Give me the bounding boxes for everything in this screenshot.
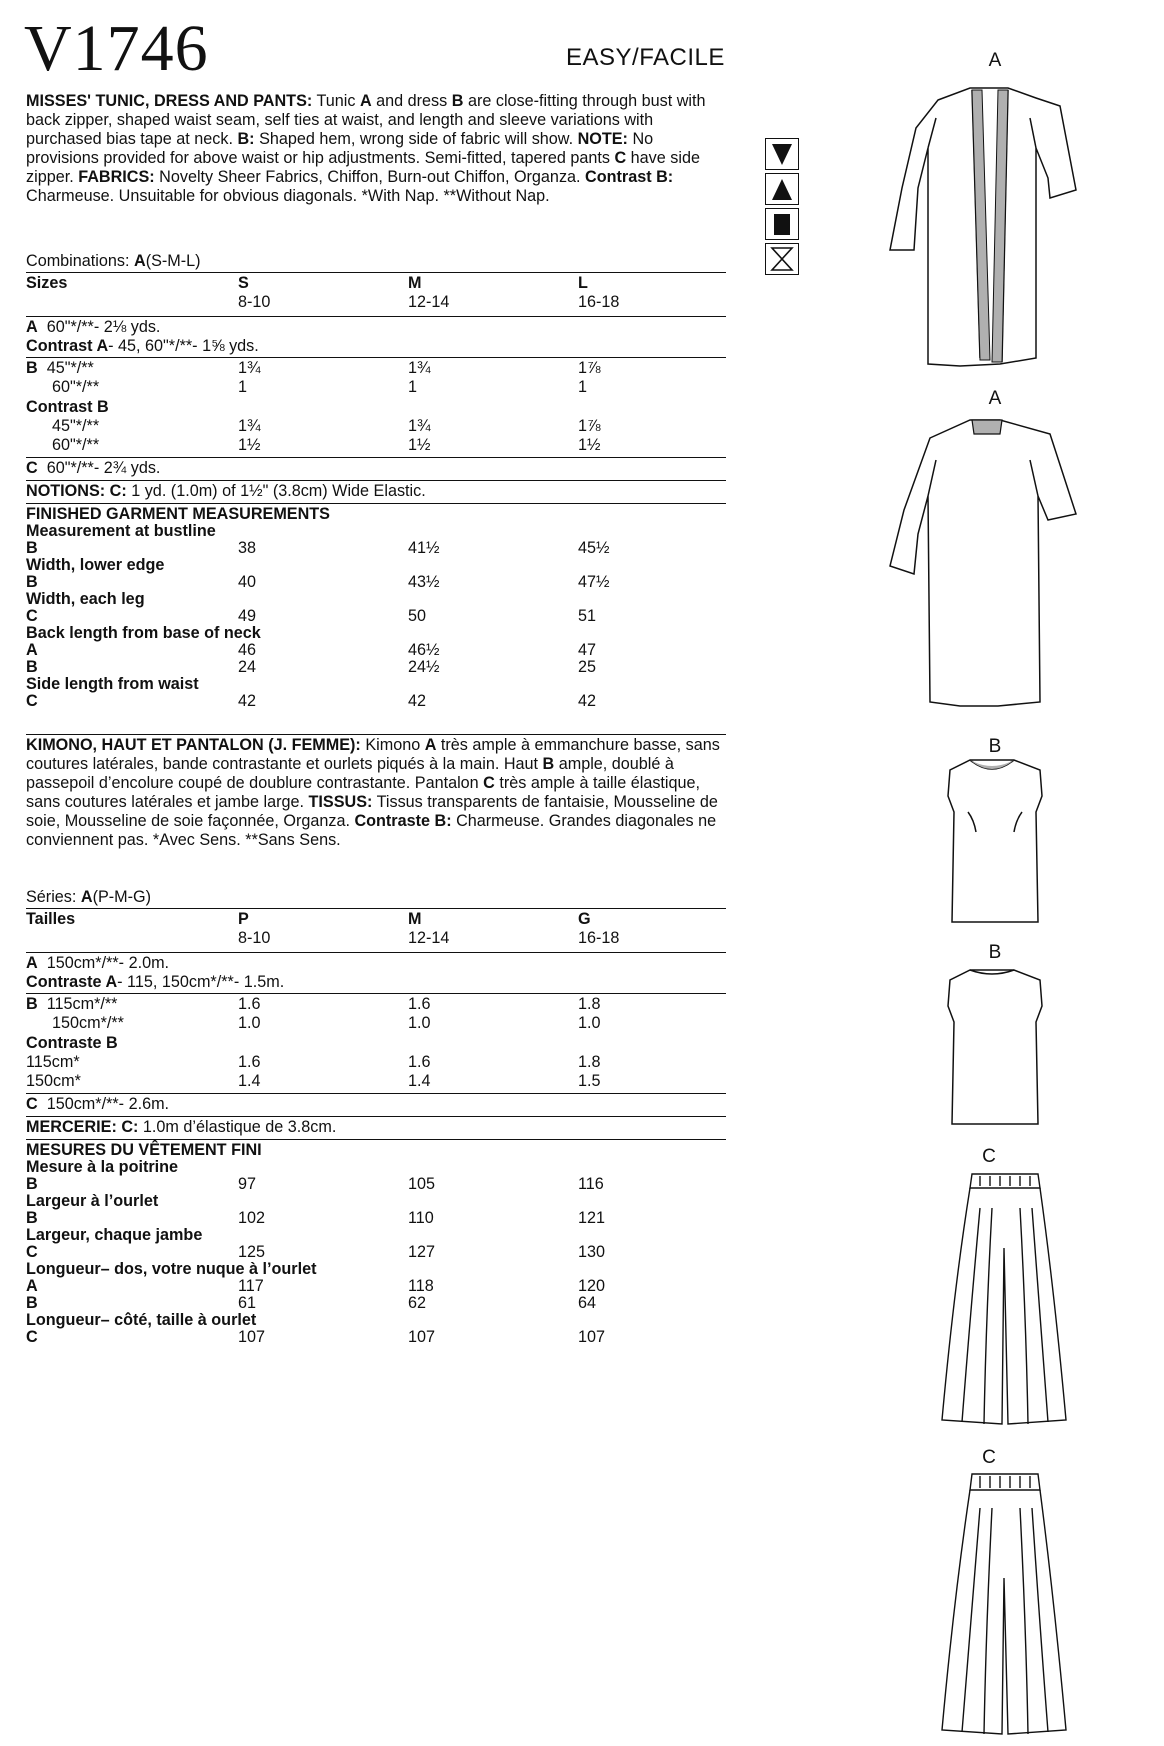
pattern-number: V1746: [24, 12, 209, 85]
divider: [26, 1139, 726, 1140]
measurement-heading: Width, each leg: [26, 590, 145, 608]
measurement-heading: Measurement at bustline: [26, 522, 216, 540]
intro-text-segment: Kimono: [360, 736, 425, 754]
english-yardage-a: A 60"*/**- 2⅛ yds.: [26, 318, 161, 336]
triangle-down-icon: [765, 138, 799, 170]
divider: [26, 908, 726, 909]
view-label-c-back: C: [982, 1447, 996, 1468]
intro-bold-segment: TISSUS:: [308, 793, 373, 811]
divider: [26, 1093, 726, 1094]
intro-text-segment: Tunic: [312, 92, 360, 110]
english-yardage-c: C 60"*/**- 2¾ yds.: [26, 459, 161, 477]
intro-bold-segment: B: [451, 92, 464, 110]
divider: [26, 1116, 726, 1117]
difficulty-level: EASY/FACILE: [566, 44, 725, 71]
french-sizes-ranges: 8-10 12-14 16-18: [238, 929, 620, 947]
measurement-heading: Largeur à l’ourlet: [26, 1192, 159, 1210]
intro-bold-segment: C: [483, 774, 495, 792]
english-yardage-b60: 60"*/** 1 1 1: [52, 378, 588, 396]
measurement-row: C 125 127 130: [26, 1243, 606, 1261]
pants-c-back-sketch: [940, 1468, 1070, 1738]
measurement-heading: Side length from waist: [26, 675, 199, 693]
measurement-heading: Longueur– côté, taille à ourlet: [26, 1311, 257, 1329]
english-yardage-cb60: 60"*/** 1½ 1½ 1½: [52, 436, 601, 454]
intro-bold-segment: C: [614, 149, 627, 167]
measurement-row: B 24 24½ 25: [26, 658, 597, 676]
intro-bold-segment: A: [359, 92, 372, 110]
divider: [26, 480, 726, 481]
intro-bold-segment: B:: [237, 130, 255, 148]
finished-measurements-title: MESURES DU VÊTEMENT FINI: [26, 1141, 262, 1159]
french-combinations: Séries: A(P-M-G): [26, 888, 152, 906]
intro-text-segment: are close-fitting through bust with back zipper, shaped waist seam, self ties at waist, and length and sleeve variations with purchased bias tape at neck.: [26, 92, 706, 148]
intro-bold-segment: MISSES' TUNIC, DRESS AND PANTS:: [26, 92, 313, 110]
divider: [26, 272, 726, 273]
measurement-row: A 46 46½ 47: [26, 641, 597, 659]
measurement-row: A 117 118 120: [26, 1277, 606, 1295]
measurement-heading: Longueur– dos, votre nuque à l’ourlet: [26, 1260, 317, 1278]
kimono-a-back-sketch: [880, 410, 1080, 710]
french-intro-paragraph: [26, 736, 726, 850]
hourglass-icon: [765, 243, 799, 275]
english-intro-paragraph: [26, 92, 726, 206]
french-yardage-contrast-a: Contraste A- 115, 150cm*/**- 1.5m.: [26, 973, 285, 991]
measurement-row: C 107 107 107: [26, 1328, 606, 1346]
french-yardage-a: A 150cm*/**- 2.0m.: [26, 954, 170, 972]
divider: [26, 734, 726, 735]
intro-text-segment: Shaped hem, wrong side of fabric will show.: [254, 130, 578, 148]
english-contrast-b-heading: Contrast B: [26, 398, 109, 416]
english-notions: NOTIONS: C: 1 yd. (1.0m) of 1½" (3.8cm) Wide Elastic.: [26, 482, 426, 500]
measurement-row: C 42 42 42: [26, 692, 597, 710]
measurement-row: B 40 43½ 47½: [26, 573, 610, 591]
pants-c-front-sketch: [940, 1168, 1070, 1428]
intro-bold-segment: A: [424, 736, 437, 754]
measurement-row: B 61 62 64: [26, 1294, 597, 1312]
english-combinations: Combinations: A(S-M-L): [26, 252, 201, 270]
intro-text-segment: très ample à taille élastique, sans coutures latérales et jambe large.: [26, 774, 701, 811]
top-b-back-sketch: [940, 962, 1050, 1132]
intro-text-segment: très ample à emmanchure basse, sans coutures latérales, bande contrastante et ourlets piqués à la main. Haut: [26, 736, 720, 773]
square-icon: [765, 208, 799, 240]
french-yardage-b150: 150cm*/** 1.0 1.0 1.0: [52, 1014, 601, 1032]
divider: [26, 993, 726, 994]
intro-text-segment: have side zipper.: [26, 149, 700, 186]
view-label-a-back: A: [988, 388, 1002, 409]
measurement-row: B 102 110 121: [26, 1209, 606, 1227]
divider: [26, 503, 726, 504]
measurement-row: B 38 41½ 45½: [26, 539, 610, 557]
triangle-up-icon: [765, 173, 799, 205]
layout-symbols: [765, 138, 799, 278]
english-sizes-header: Sizes S M L: [26, 274, 588, 292]
french-contrast-b-heading: Contraste B: [26, 1034, 118, 1052]
measurement-heading: Width, lower edge: [26, 556, 165, 574]
view-label-a-front: A: [988, 50, 1002, 71]
divider: [26, 457, 726, 458]
divider: [26, 357, 726, 358]
intro-text-segment: Novelty Sheer Fabrics, Chiffon, Burn-out Chiffon, Organza.: [154, 168, 586, 186]
french-yardage-b115: B 115cm*/** 1.6 1.6 1.8: [26, 995, 601, 1013]
intro-text-segment: Tissus transparents de fantaisie, Mousseline de soie, Mousseline de soie façonnée, Organza.: [26, 793, 718, 830]
view-label-c-front: C: [982, 1146, 996, 1167]
french-yardage-c: C 150cm*/**- 2.6m.: [26, 1095, 170, 1113]
intro-text-segment: Charmeuse. Unsuitable for obvious diagonals. *With Nap. **Without Nap.: [26, 187, 550, 205]
intro-bold-segment: Contrast B:: [585, 168, 674, 186]
kimono-a-front-sketch: [880, 78, 1080, 368]
intro-bold-segment: FABRICS:: [78, 168, 155, 186]
divider: [26, 316, 726, 317]
measurement-row: B 97 105 116: [26, 1175, 604, 1193]
view-label-b-back: B: [988, 942, 1002, 963]
french-notions: MERCERIE: C: 1.0m d’élastique de 3.8cm.: [26, 1118, 337, 1136]
divider: [26, 952, 726, 953]
french-sizes-header: Tailles P M G: [26, 910, 591, 928]
french-description: [26, 736, 726, 850]
english-sizes-ranges: 8-10 12-14 16-18: [238, 293, 620, 311]
intro-bold-segment: KIMONO, HAUT ET PANTALON (J. FEMME):: [26, 736, 361, 754]
view-label-b-front: B: [988, 736, 1002, 757]
top-b-front-sketch: [940, 752, 1050, 932]
french-yardage-cb150: 150cm* 1.4 1.4 1.5: [26, 1072, 601, 1090]
intro-text-segment: ample, doublé à passepoil d’encolure coupé de doublure contrastante. Pantalon: [26, 755, 674, 792]
intro-text-segment: No provisions provided for above waist or hip adjustments. Semi-fitted, tapered pants: [26, 130, 654, 167]
english-yardage-cb45: 45"*/** 1¾ 1¾ 1⅞: [52, 417, 601, 435]
intro-text-segment: and dress: [371, 92, 452, 110]
intro-bold-segment: NOTE:: [577, 130, 628, 148]
intro-text-segment: Charmeuse. Grandes diagonales ne conviennent pas. *Avec Sens. **Sans Sens.: [26, 812, 717, 849]
measurement-heading: Largeur, chaque jambe: [26, 1226, 203, 1244]
french-yardage-cb115: 115cm* 1.6 1.6 1.8: [26, 1053, 601, 1071]
intro-bold-segment: Contraste B:: [354, 812, 452, 830]
measurement-heading: Mesure à la poitrine: [26, 1158, 179, 1176]
english-yardage-contrast-a: Contrast A- 45, 60"*/**- 1⅝ yds.: [26, 337, 259, 355]
english-description: [26, 92, 726, 206]
intro-bold-segment: B: [542, 755, 555, 773]
english-yardage-b45: B 45"*/** 1¾ 1¾ 1⅞: [26, 359, 601, 377]
finished-measurements-title: FINISHED GARMENT MEASUREMENTS: [26, 505, 330, 523]
measurement-row: C 49 50 51: [26, 607, 597, 625]
measurement-heading: Back length from base of neck: [26, 624, 261, 642]
